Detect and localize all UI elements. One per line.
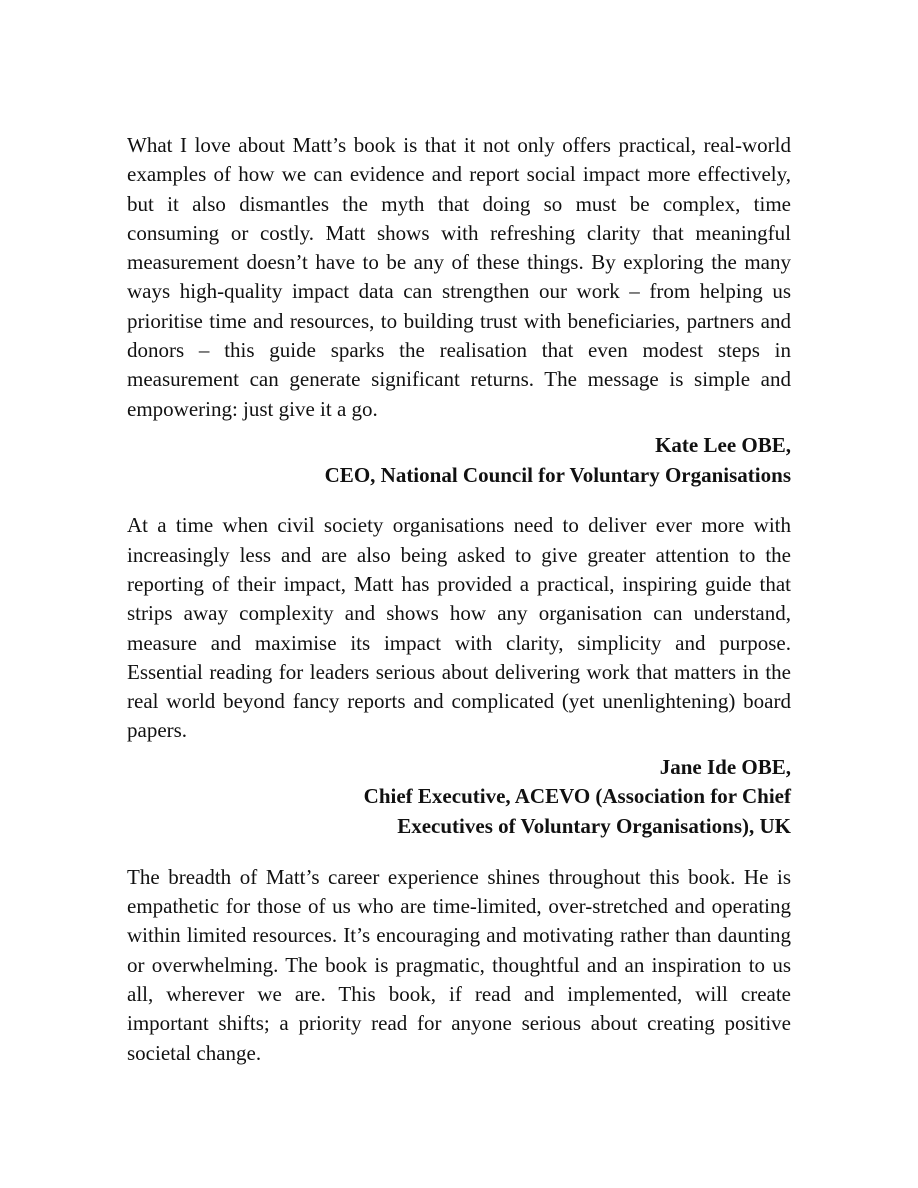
testimonials-page <box>127 131 791 1089</box>
testimonial-quote: At a time when civil society organisations need to deliver ever more with increasingly less and are also being asked to give greater attention to the reporting of their impact, Matt has provided a practical, inspiring guide that strips away complexity and shows how any organisation can understand, measure and maximise its impact with clarity, simplicity and purpose. Essential reading for leaders serious about delivering work that matters in the real world beyond fancy reports and complicated (yet unenlightening) board papers. <box>127 513 791 743</box>
attribution-role: Chief Executive, ACEVO (Association for Chief <box>363 784 791 809</box>
attribution-name: Jane Ide OBE, <box>659 754 791 779</box>
attribution-role: CEO, National Council for Voluntary Organisations <box>324 462 791 487</box>
attribution-role-continued: Executives of Voluntary Organisations), UK <box>397 814 791 839</box>
testimonial-quote: The breadth of Matt’s career experience shines throughout this book. He is empathetic for those of us who are time-limited, over-stretched and operating within limited resources. It’s encouraging and motivating rather than daunting or overwhelming. The book is pragmatic, thoughtful and an inspiration to us all, wherever we are. This book, if read and implemented, will create important shifts; a priority read for anyone serious about creating positive societal change. <box>127 864 791 1065</box>
attribution-name: Kate Lee OBE, <box>655 432 791 457</box>
testimonial-kate-lee <box>127 131 791 490</box>
testimonial-attribution <box>127 753 791 842</box>
testimonial-quote: What I love about Matt’s book is that it not only offers practical, real-world examples of how we can evidence and report social impact more effectively, but it also dismantles the myth that doing so must be complex, time consuming or costly. Matt shows with refreshing clarity that meaningful measurement doesn’t have to be any of these things. By exploring the many ways high-quality impact data can strengthen our work – from helping us prioritise time and resources, to building trust with beneficiaries, partners and donors – this guide sparks the realisation that even modest steps in measurement can generate significant returns. The message is simple and empowering: just give it a go. <box>127 133 791 421</box>
testimonial-third <box>127 863 791 1068</box>
testimonial-attribution <box>127 431 791 490</box>
testimonial-jane-ide <box>127 511 791 841</box>
